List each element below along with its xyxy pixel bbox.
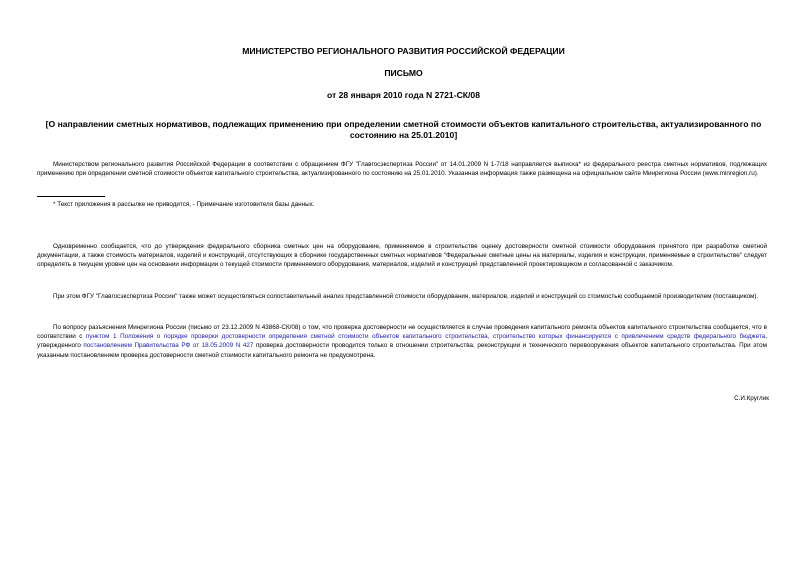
clarification-text-part1: По вопросу разъяснения Минрегиона России (письмо от 23.12.2009 N 43868-СК/08) о том, что проверка достоверности не осуществляется в случае проведения капитального ремонта объектов капитального строительства сообщается, что в соответствии с (37, 324, 767, 341)
government-decree-link[interactable]: постановлением Правительства РФ от 18.05.2009 N 427 (83, 342, 254, 350)
paragraph-intro: Министерством регионального развития Российской Федерации в соответствии с обращением ФГУ "Главгосэкспертиза России" от 14.01.2009 N 1-7/18 направляется выписка* из федерального реестра сметных нормативов, подлежащих применению при определении сметной стоимости объектов капитального строительства, актуализированного по состоянию на 25.01.2010. Указанная информация также размещена на официальном сайте Минрегиона России (www.minregion.ru). (37, 161, 767, 178)
signature: С.И.Круглик (734, 395, 769, 402)
ministry-heading: МИНИСТЕРСТВО РЕГИОНАЛЬНОГО РАЗВИТИЯ РОССИЙСКОЙ ФЕДЕРАЦИИ (242, 46, 565, 56)
paragraph-equipment-prices: Одновременно сообщается, что до утверждения федерального сборника сметных цен на оборудование, применяемое в строительстве оценку достоверности сметной стоимости оборудования принятого при разработке сметной документации, а также стоимость материалов, изделий и конструкций, отсутствующих в сборнике государственных сметных нормативов "Федеральные сметные цены на материалы, изделия и конструкции, применяемые в строительстве" следует определять в текущем уровне цен на основании информации о текущей стоимости применяемого оборудования, материалов, изделий и конструкций представленной проектировщиком и согласованной с заказчиком. (37, 243, 767, 269)
paragraph-clarification (37, 323, 767, 360)
clarification-text-part2: , утвержденного (37, 333, 767, 350)
document-title: [О направлении сметных нормативов, подлежащих применению при определении сметной стоимости объектов капитального строительства, актуализированного по состоянию на 25.01.2010] (45, 119, 762, 140)
document-type-heading: ПИСЬМО (384, 68, 423, 78)
footnote: * Текст приложения в рассылке не приводится, - Примечание изготовителя базы данных. (53, 201, 315, 208)
document-date-number: от 28 января 2010 года N 2721-СК/08 (327, 90, 480, 100)
paragraph-comparative-analysis: При этом ФГУ "Главгосэкспертиза России" также может осуществляться сопоставительный анализ представленной стоимости оборудования, материалов, изделий и конструкций со стоимостью сообщаемой производителем (поставщиком). (53, 293, 759, 300)
clarification-text-part3: проверка достоверности проводится только в отношении строительства, реконструкции и технического перевооружения объектов капитального строительства. При этом указанным постановлением проверка достоверности сметной стоимости капитального ремонта не предусмотрена. (37, 342, 767, 359)
footnote-divider (37, 196, 105, 197)
regulation-clause-link[interactable]: пунктом 1 Положения о порядке проверки достоверности определения сметной стоимости объектов капитального строительства, строительство которых финансируется с привлечением средств федерального бюджета (86, 333, 766, 341)
